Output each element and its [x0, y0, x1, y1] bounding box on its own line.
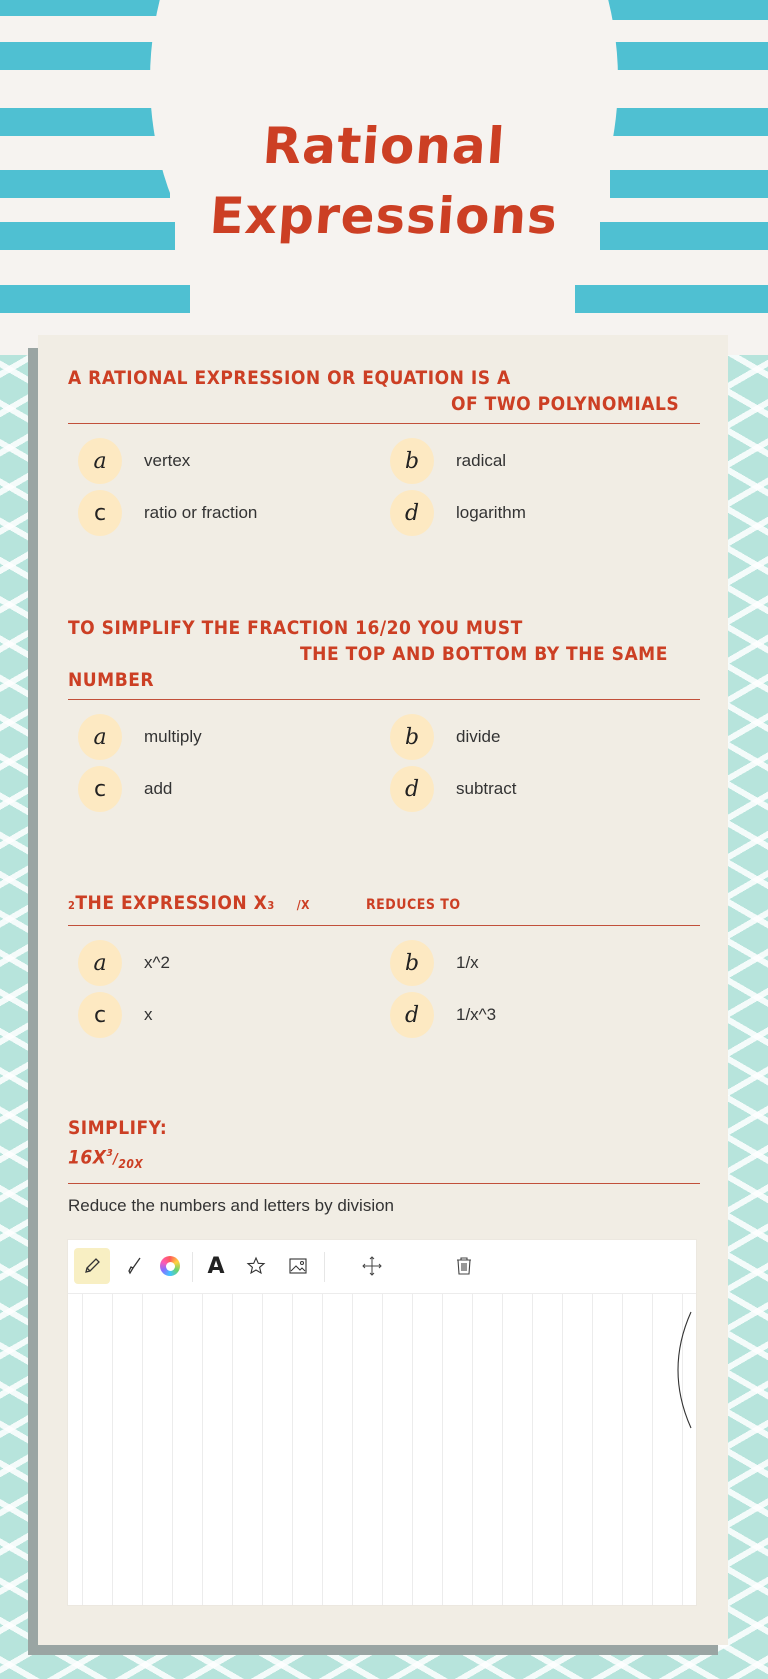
option-c[interactable]: c ratio or fraction [78, 490, 390, 536]
answer-line [68, 423, 700, 424]
option-letter-badge: a [78, 940, 122, 986]
question-3 [68, 890, 700, 1038]
text-tool-button[interactable] [198, 1248, 234, 1284]
pencil-icon [82, 1256, 102, 1276]
option-a[interactable]: a vertex [78, 438, 390, 484]
move-icon [361, 1255, 383, 1277]
question-4-text: SIMPLIFY: $16X^3/_{20X}$ [68, 1117, 168, 1172]
option-b[interactable]: b radical [390, 438, 702, 484]
option-letter-badge: a [78, 438, 122, 484]
option-letter-badge: c [78, 992, 122, 1038]
option-d[interactable]: d 1/x^3 [390, 992, 702, 1038]
text-icon: A [207, 1253, 225, 1279]
answer-line [68, 699, 700, 700]
hint-text: Reduce the numbers and letters by division [68, 1196, 395, 1216]
worksheet-card [38, 335, 728, 1645]
option-letter-badge: d [390, 766, 434, 812]
header-banner [0, 0, 768, 360]
option-letter-badge: a [78, 714, 122, 760]
page-title-line2: Expressions [207, 187, 561, 245]
question-2 [68, 615, 700, 812]
drawing-toolbar [68, 1240, 696, 1294]
trash-icon [455, 1256, 473, 1276]
answer-line [68, 1183, 700, 1184]
option-letter-badge: b [390, 714, 434, 760]
option-letter-badge: c [78, 490, 122, 536]
question-3-text: 2 THE EXPRESSION X 3 /X REDUCES TO [68, 892, 461, 914]
question-1-text: A RATIONAL EXPRESSION OR EQUATION IS A OF TWO POLYNOMIALS [68, 367, 680, 415]
option-d[interactable]: d subtract [390, 766, 702, 812]
option-letter-badge: d [390, 490, 434, 536]
option-c[interactable]: c x [78, 992, 390, 1038]
question-4 [68, 1115, 700, 1216]
answer-line [68, 925, 700, 926]
option-letter-badge: d [390, 992, 434, 1038]
option-b[interactable]: b 1/x [390, 940, 702, 986]
option-d[interactable]: d logarithm [390, 490, 702, 536]
question-1 [68, 365, 700, 536]
move-tool-button[interactable] [354, 1248, 390, 1284]
option-b[interactable]: b divide [390, 714, 702, 760]
drawing-canvas[interactable] [68, 1240, 696, 1605]
drawn-stroke [673, 1310, 693, 1430]
option-letter-badge: b [390, 940, 434, 986]
brush-tool-button[interactable] [116, 1248, 152, 1284]
option-c[interactable]: c add [78, 766, 390, 812]
color-picker-button[interactable] [152, 1248, 188, 1284]
sticker-tool-button[interactable] [238, 1248, 274, 1284]
page-title-line1: Rational [260, 117, 508, 175]
brush-icon [124, 1256, 144, 1276]
option-letter-badge: c [78, 766, 122, 812]
option-letter-badge: b [390, 438, 434, 484]
image-icon [288, 1256, 308, 1276]
pencil-tool-button[interactable] [74, 1248, 110, 1284]
canvas-grid[interactable] [68, 1294, 696, 1605]
option-a[interactable]: a multiply [78, 714, 390, 760]
color-wheel-icon [160, 1256, 180, 1276]
question-2-text: TO SIMPLIFY THE FRACTION 16/20 YOU MUST THE TOP AND BOTTOM BY THE SAME NUMBER [68, 617, 668, 691]
image-tool-button[interactable] [280, 1248, 316, 1284]
option-a[interactable]: a x^2 [78, 940, 390, 986]
star-icon [246, 1256, 266, 1276]
delete-button[interactable] [446, 1248, 482, 1284]
